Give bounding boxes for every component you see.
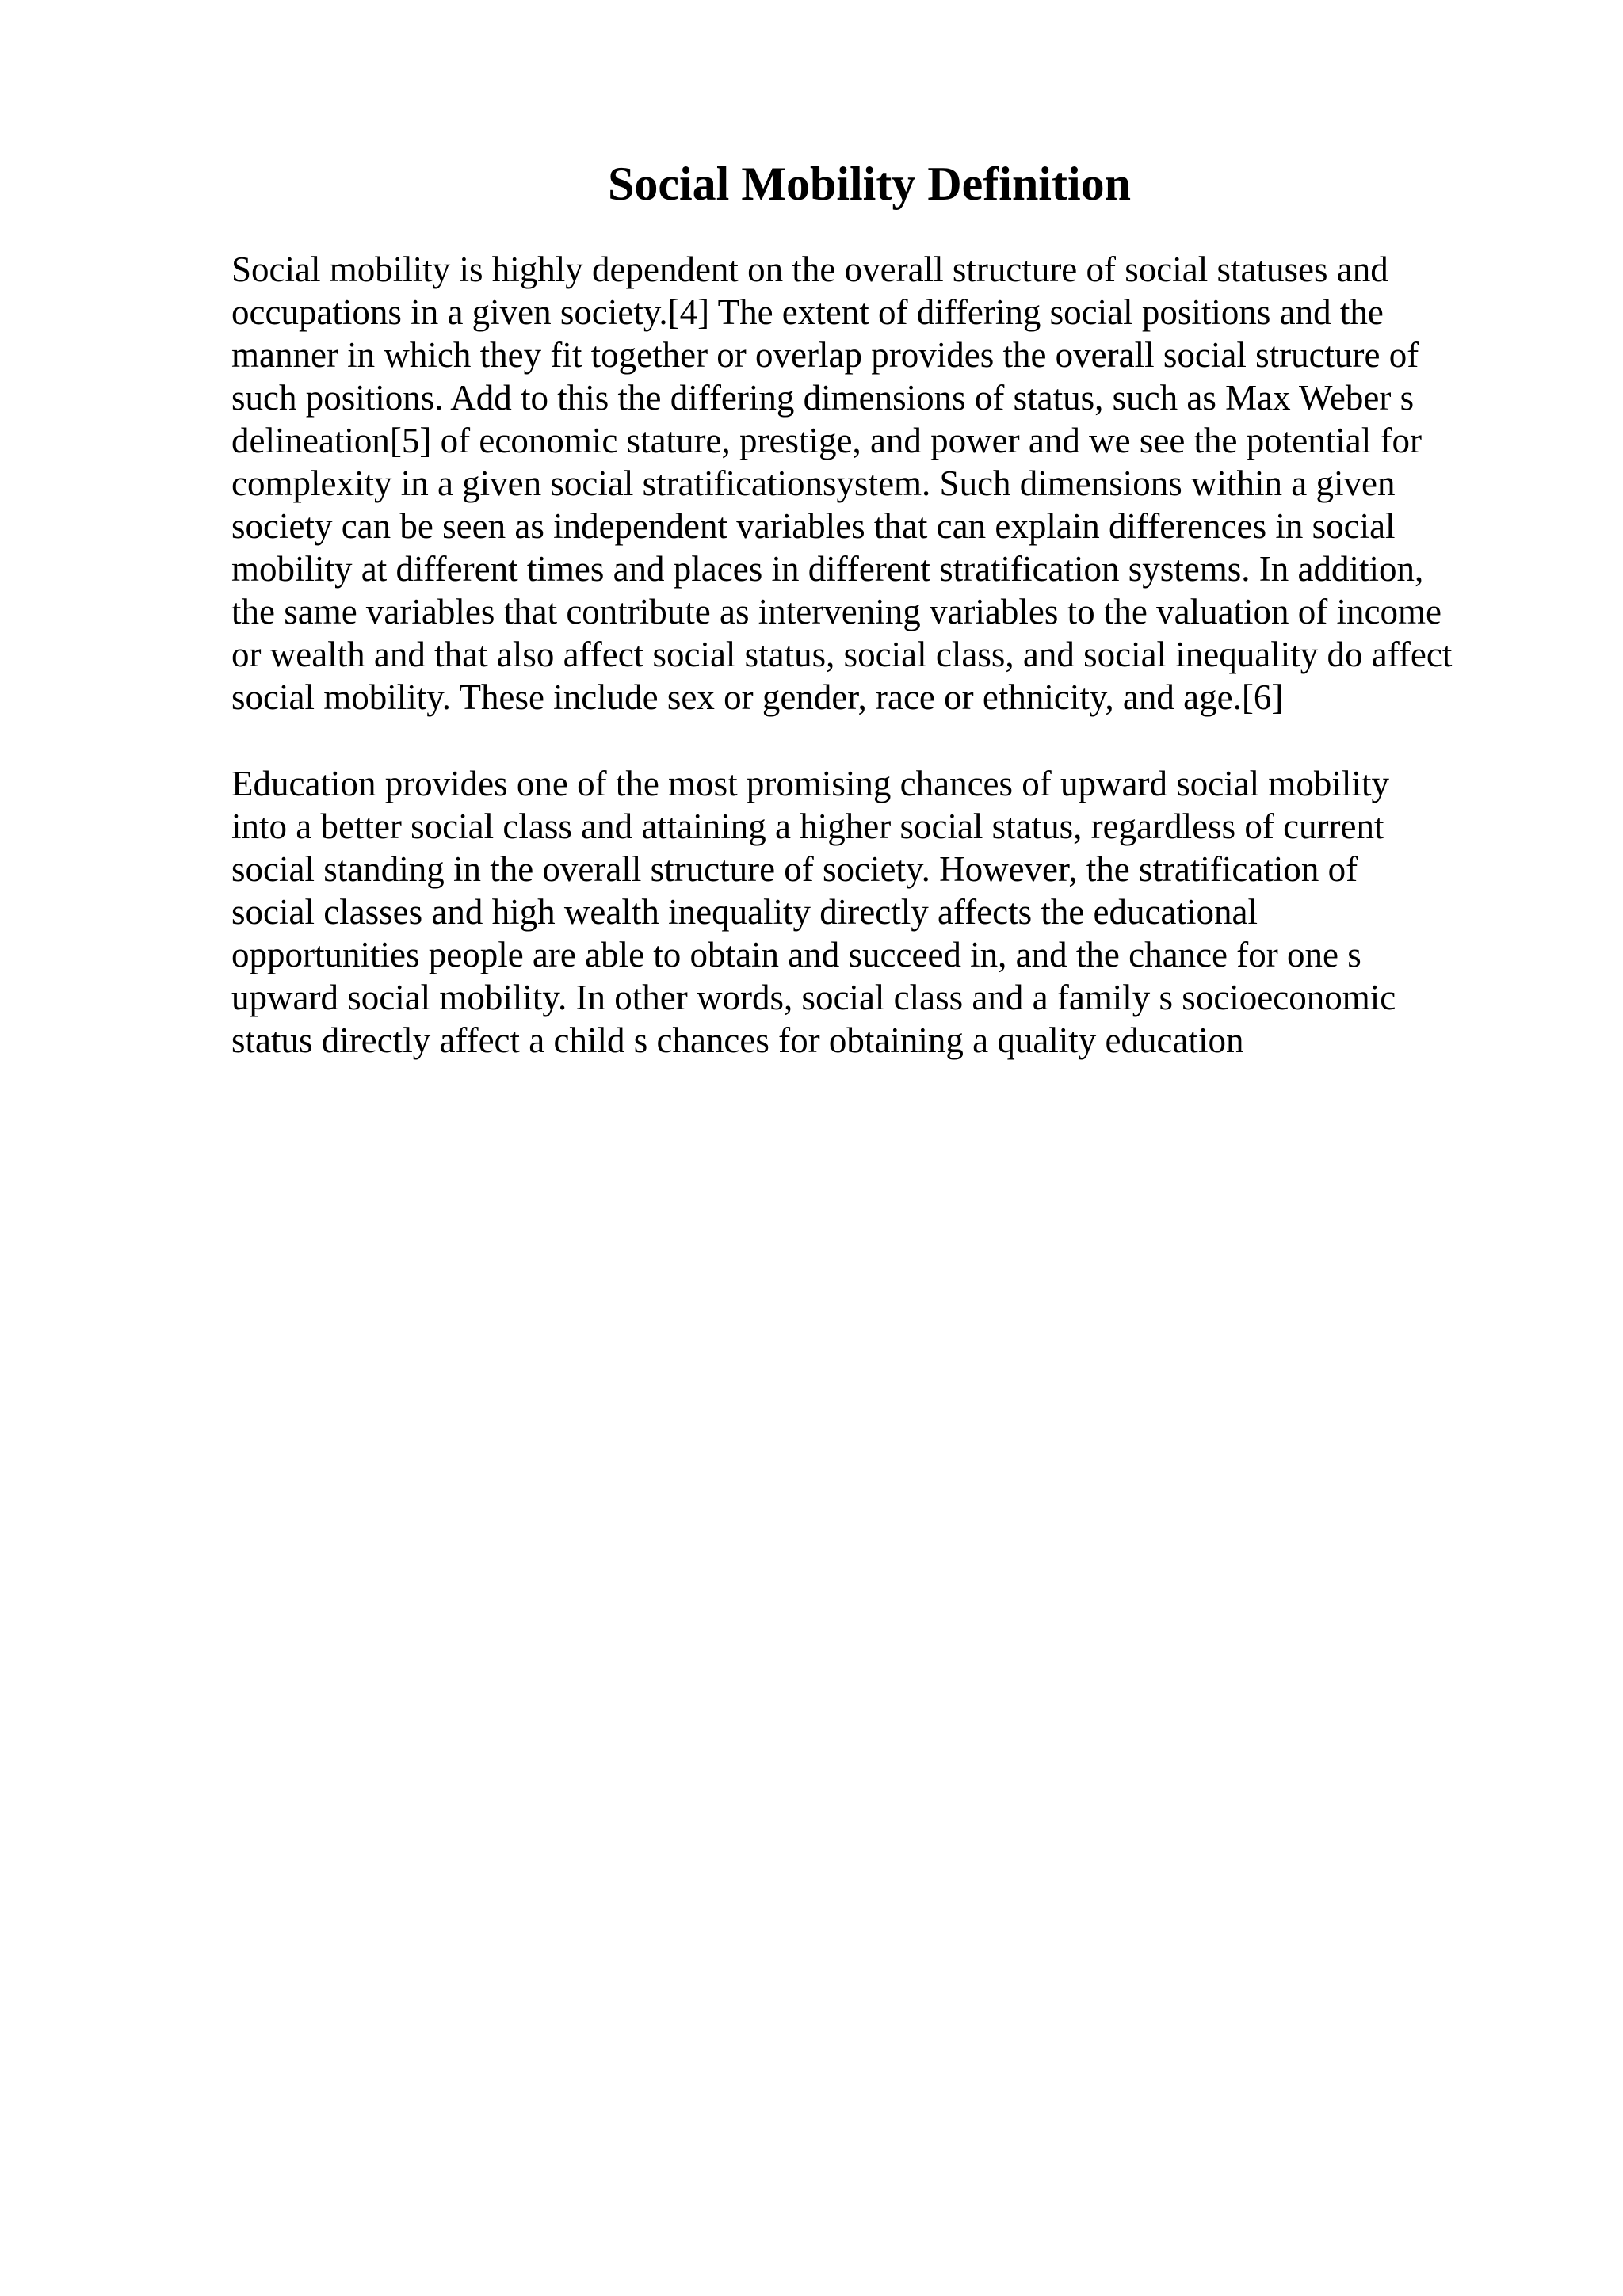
paragraph-line: social standing in the overall structure of society. However, the stratification of — [231, 849, 1358, 889]
paragraph-line: status directly affect a child s chances for obtaining a quality education — [231, 1020, 1244, 1060]
paragraph-line: the same variables that contribute as intervening variables to the valuation of income — [231, 592, 1442, 631]
page-title: Social Mobility Definition — [608, 158, 1131, 210]
paragraph-line: upward social mobility. In other words, social class and a family s socioeconomic — [231, 978, 1396, 1017]
paragraph-line: Education provides one of the most promising chances of upward social mobility — [231, 764, 1389, 803]
paragraph-2 — [231, 762, 1515, 1062]
paragraph-line: mobility at different times and places in different stratification systems. In addition, — [231, 549, 1424, 589]
paragraph-1 — [231, 248, 1515, 719]
paragraph-line: delineation[5] of economic stature, prestige, and power and we see the potential for — [231, 421, 1422, 460]
paragraph-line: Social mobility is highly dependent on the overall structure of social statuses and — [231, 250, 1388, 289]
paragraph-line: into a better social class and attaining a higher social status, regardless of current — [231, 807, 1384, 846]
paragraph-line: complexity in a given social stratificationsystem. Such dimensions within a given — [231, 463, 1396, 503]
paragraph-line: opportunities people are able to obtain and succeed in, and the chance for one s — [231, 935, 1361, 974]
paragraph-line: social mobility. These include sex or gender, race or ethnicity, and age.[6] — [231, 677, 1284, 717]
paragraph-line: such positions. Add to this the differing dimensions of status, such as Max Weber s — [231, 378, 1415, 418]
paragraph-line: or wealth and that also affect social status, social class, and social inequality do affect — [231, 635, 1453, 674]
paragraph-line: occupations in a given society.[4] The extent of differing social positions and the — [231, 292, 1384, 332]
paragraph-line: manner in which they fit together or overlap provides the overall social structure of — [231, 335, 1419, 375]
paragraph-line: social classes and high wealth inequality directly affects the educational — [231, 892, 1258, 932]
paragraph-line: society can be seen as independent variables that can explain differences in social — [231, 506, 1396, 546]
